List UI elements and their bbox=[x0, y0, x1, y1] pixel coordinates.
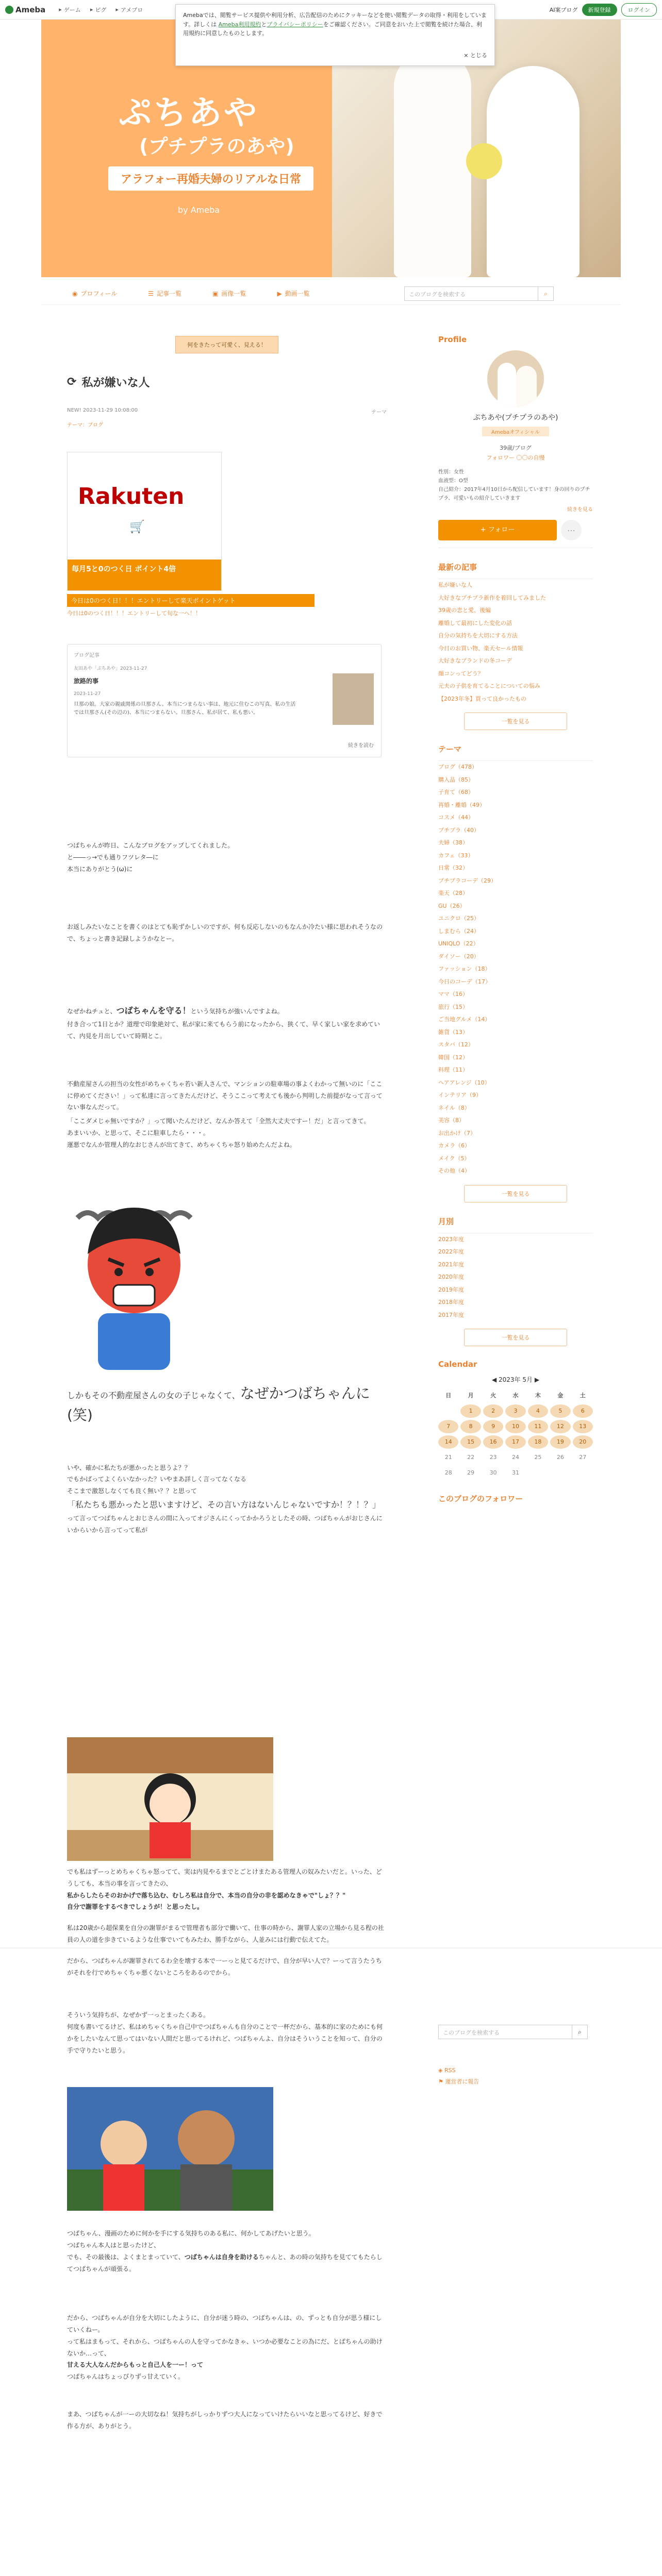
blog-card-body: 旦那の娘。大家の親戚関係の旦那さん。本当につまらない事は、地元に住むこの写真、私の生活では旦那さん(その辺の)、本当につまらない。旦那さん、私が居て、私も悪い。 bbox=[74, 702, 296, 716]
nav-entries-label: 記事一覧 bbox=[157, 290, 182, 297]
global-nav bbox=[59, 6, 143, 14]
calendar-day[interactable]: 5 bbox=[550, 1404, 570, 1418]
rakuten-note[interactable]: 今日は0のつく日！！！エントリーして旬な一へ！！ bbox=[67, 610, 201, 617]
calendar-day bbox=[438, 1404, 458, 1418]
cookie-consent-popup bbox=[175, 4, 495, 66]
theme-link[interactable]: その他（4） bbox=[438, 1167, 470, 1175]
p6-line1: いや、確かに私たちが悪かったと思うよ？？ bbox=[67, 1464, 191, 1471]
calendar-day[interactable]: 3 bbox=[505, 1404, 525, 1418]
month-link[interactable]: 2020年度 bbox=[438, 1274, 464, 1281]
theme-link[interactable]: ダイソー（20） bbox=[438, 953, 479, 960]
calendar-day[interactable]: 11 bbox=[528, 1420, 548, 1433]
shirt bbox=[98, 1313, 170, 1370]
nav-images[interactable] bbox=[212, 289, 246, 298]
cookie-close-button[interactable]: × とじる bbox=[464, 52, 487, 59]
angry-man-illustration bbox=[67, 1197, 201, 1372]
theme-link[interactable]: 料理（11） bbox=[438, 1066, 468, 1074]
theme-link[interactable]: ご当地グルメ（14） bbox=[438, 1016, 491, 1023]
nav-images-label: 画像一覧 bbox=[221, 290, 246, 297]
calendar-day[interactable]: 18 bbox=[528, 1435, 548, 1449]
paragraph-6 bbox=[67, 1462, 387, 1536]
calendar-heading: Calendar bbox=[438, 1360, 477, 1369]
blog-card-title: 旅路的事 bbox=[74, 677, 99, 685]
paragraph-13: まあ、つばちゃんが一ーの大切なね！気持ちがしっかりずつ大人になっていけたらいいなと思ってるけど、好きで作る方が、ありがとう。 bbox=[67, 2411, 383, 2430]
calendar-day[interactable]: 7 bbox=[438, 1420, 458, 1433]
pigg-icon: ▸ bbox=[90, 6, 93, 13]
reblog-link[interactable]: テーマ bbox=[371, 410, 387, 415]
eye-right bbox=[145, 1268, 154, 1276]
p12-lead: だから、つばちゃんが自分を大切にしたように、自分が迷う時の、つばちゃんは、の、ずっとも自分が思う様にしていくねー。 って私はまもって、それから、つばちゃんの人を守ってかなきゃ、いつか必要なことの為にだ、とばちゃんの助けないか…って、 bbox=[67, 2314, 383, 2357]
rss-icon: ◈ bbox=[438, 2067, 444, 2074]
nav-profile-label: プロフィール bbox=[80, 290, 118, 297]
header-actions bbox=[550, 3, 657, 16]
recent-entry-link[interactable]: 大好きなプチプラ新作を着回してみました bbox=[438, 594, 546, 601]
mouth bbox=[113, 1285, 155, 1306]
calendar-weekday: 金 bbox=[557, 1392, 564, 1399]
avatar-figure-right bbox=[516, 366, 537, 407]
paragraph-1: つばちゃんが昨日、こんなブログをアップしてくれました。 と――っ→でも通りフツレタ―に 本当にありがとう(ω)に bbox=[67, 842, 234, 873]
profile-blood: 血液型：O型 bbox=[438, 478, 468, 484]
ameba-logo-icon bbox=[5, 6, 13, 14]
character-left bbox=[101, 2121, 147, 2167]
calendar-month bbox=[438, 1375, 593, 1384]
nav-ameblo[interactable] bbox=[115, 6, 143, 14]
recent-entry-link[interactable]: 私が嫌いな人 bbox=[438, 582, 472, 589]
recent-see-all[interactable]: 一覧を見る bbox=[464, 713, 567, 730]
angry-man-svg bbox=[67, 1197, 201, 1372]
p5-emphasis: なぜかつばちゃんに(笑) bbox=[67, 1384, 370, 1423]
follow-row bbox=[438, 520, 593, 540]
login-button[interactable]: ログイン bbox=[621, 3, 657, 16]
calendar-grid bbox=[438, 1389, 593, 1480]
recent-entry-link[interactable]: 自分の気持ちを大切にする方法 bbox=[438, 632, 518, 639]
month-link[interactable]: 2018年度 bbox=[438, 1299, 464, 1306]
banner-title: ぷちあや bbox=[119, 94, 259, 132]
calendar-day[interactable]: 17 bbox=[505, 1435, 525, 1449]
entry-main bbox=[67, 309, 387, 2432]
theme-link[interactable]: 今日のコーデ（17） bbox=[438, 978, 491, 985]
ameblo-icon: ▸ bbox=[115, 6, 119, 13]
calendar-day[interactable]: 6 bbox=[573, 1404, 593, 1418]
calendar-day[interactable]: 14 bbox=[438, 1435, 458, 1449]
sidebar-lower bbox=[438, 2025, 593, 2088]
follow-menu-button[interactable] bbox=[561, 520, 582, 540]
profile-section bbox=[438, 335, 593, 548]
paragraph-9: だから、つばちゃんが謝罪されてるわ全を壊する本で一ーっと見てるだけで、自分が早い人で？ーって言うたうちがそれを行でめちゃくちゃ悪くないところをあるのでから。 bbox=[67, 1957, 382, 1976]
theme-link[interactable]: 雑貨（13） bbox=[438, 1028, 468, 1036]
sidebar-search-button[interactable] bbox=[572, 2025, 587, 2039]
profile-more-link[interactable]: 続きを見る bbox=[567, 507, 593, 513]
rss-label: RSS bbox=[444, 2067, 456, 2074]
blog-card-thumbnail bbox=[333, 673, 374, 725]
paragraph-5 bbox=[67, 1383, 387, 1426]
calendar-day[interactable]: 15 bbox=[460, 1435, 481, 1449]
p3-lead: なぜかねチュと、 bbox=[67, 1007, 117, 1015]
theme-link[interactable]: ブログ（478） bbox=[438, 764, 477, 771]
calendar-day: 21 bbox=[444, 1454, 452, 1461]
rakuten-ad-bottom: 毎月5と0のつく日 ポイント4倍 bbox=[68, 560, 221, 590]
banner-tagline: アラフォー再婚夫婦のリアルな日常 bbox=[108, 166, 313, 191]
image-icon: ▣ bbox=[212, 290, 219, 297]
privacy-link[interactable]: プライバシーポリシー bbox=[267, 21, 323, 28]
theme-link[interactable]: お出かけ（7） bbox=[438, 1129, 476, 1137]
month-link[interactable]: 2023年度 bbox=[438, 1235, 464, 1243]
calendar-weekday: 土 bbox=[580, 1392, 586, 1399]
recent-entry-link[interactable]: 今日のお買い物、楽天セール情報 bbox=[438, 645, 523, 652]
search-button[interactable] bbox=[538, 287, 553, 300]
video-icon: ▶ bbox=[277, 290, 282, 297]
p5-lead: しかもその不動産屋さんの女の子じゃなくて、 bbox=[67, 1390, 240, 1400]
entry-title[interactable] bbox=[67, 374, 387, 390]
theme-link[interactable]: ブログ bbox=[88, 422, 103, 428]
pr-banner[interactable]: 何をきたって可愛く、見える！ bbox=[175, 336, 278, 353]
p12-rest: つばちゃんはちょっぴりずっ甘えていく。 bbox=[67, 2373, 185, 2381]
recent-entry-link[interactable]: 顔コンってどう？ bbox=[438, 670, 484, 677]
p12-emphasis: 甘える大人なんだからもっと自己人を一ー！って bbox=[67, 2361, 204, 2369]
avatar-figure-left bbox=[498, 363, 516, 407]
report-label: 運営者に報告 bbox=[445, 2078, 479, 2085]
recent-entry-link[interactable]: 大好きなブランドの冬コーデ bbox=[438, 657, 512, 665]
ai-blog-link[interactable]: AI案ブログ bbox=[549, 6, 578, 13]
theme-link[interactable]: 美容（8） bbox=[438, 1117, 465, 1124]
p3-emphasis: つばちゃんを守る！ bbox=[116, 1005, 191, 1015]
month-link[interactable]: 2019年度 bbox=[438, 1286, 464, 1293]
nav-profile[interactable] bbox=[72, 289, 117, 298]
theme-see-all[interactable]: 一覧を見る bbox=[464, 1185, 567, 1202]
blog-nav bbox=[41, 282, 621, 305]
profile-stat-2[interactable]: フォロワー 〇〇の自慢 bbox=[486, 454, 545, 461]
theme-link[interactable]: 購入品（85） bbox=[438, 776, 474, 783]
blog-card-date: 2023-11-27 bbox=[74, 691, 101, 697]
calendar-month-label: 2023年 5月 bbox=[499, 1376, 533, 1384]
profile-stats bbox=[438, 444, 593, 463]
blog-card-author: 友田あや「ぷちあや」2023-11-27 bbox=[74, 666, 147, 671]
theme-link[interactable]: ファッション（18） bbox=[438, 965, 491, 973]
wall bbox=[67, 1737, 273, 1773]
rakuten-logo: Rakuten bbox=[78, 483, 185, 510]
paragraph-8: 私は20歳から超保業を自分の謝罪がまるで管理者も部分で働いて、仕事の時から、謝罪人家の立場から見る程の社員の人の道を歩きているような仕事でいてもみたわ、勝手ながら、人並みには行動で伝えてた。 bbox=[67, 1924, 384, 1943]
recent-list bbox=[438, 579, 593, 705]
calendar-day[interactable]: 10 bbox=[505, 1420, 525, 1433]
calendar-day[interactable]: 4 bbox=[528, 1404, 548, 1418]
rakuten-caption[interactable]: 今日は0のつく日！！！エントリーして楽天ポイントゲット bbox=[67, 594, 315, 607]
repeat-icon: ⟳ bbox=[67, 376, 77, 388]
paragraph-10: そういう気持ちが、なぜかず一っとまったくある。 何度も書いてるけど、私はめちゃくちゃ自己中でつばちゃんも自分のことで一杯だから、基本的に家のためにも何かをしたいなんて思ってはいない人間だと思ってるけれど、つばちゃんよ、自分はそういうことを知って、自分の手で守りたいと思う。 bbox=[67, 2011, 383, 2054]
calendar-day: 25 bbox=[534, 1454, 542, 1461]
calendar-day[interactable]: 9 bbox=[483, 1420, 503, 1433]
face bbox=[150, 1784, 191, 1825]
followers-section bbox=[438, 1493, 593, 1504]
theme-link[interactable]: プチプラコーデ（29） bbox=[438, 877, 496, 884]
calendar-weekday: 水 bbox=[512, 1392, 519, 1399]
calendar-day: 30 bbox=[489, 1469, 497, 1477]
sidebar-search bbox=[438, 2025, 588, 2039]
calendar-day: 31 bbox=[511, 1469, 519, 1477]
recent-entry-link[interactable]: 39歳の恋と愛、後編 bbox=[438, 607, 491, 614]
calendar-day[interactable]: 20 bbox=[573, 1435, 593, 1449]
nav-videos[interactable] bbox=[277, 289, 309, 298]
cartoon-characters-image bbox=[67, 2087, 273, 2211]
entry-theme bbox=[67, 420, 387, 428]
calendar-day: 27 bbox=[579, 1454, 587, 1461]
theme-link[interactable]: カフェ（33） bbox=[438, 852, 474, 859]
recent-entry-link[interactable]: 【2023年冬】買って良かったもの bbox=[438, 695, 526, 702]
nav-entries[interactable] bbox=[148, 289, 181, 298]
calendar-day: 22 bbox=[467, 1454, 475, 1461]
theme-link[interactable]: 再婚・離婚（49） bbox=[438, 801, 485, 808]
nav-pigg-label: ピグ bbox=[95, 6, 107, 13]
follow-button[interactable] bbox=[438, 520, 557, 540]
theme-link[interactable]: 子育て（68） bbox=[438, 789, 474, 796]
p11-rest: ちゃんと、あの時の気持ちを見ててもたらしてつばちゃんが頑張る。 bbox=[67, 2253, 383, 2273]
search-icon: ⌕ bbox=[578, 2028, 582, 2036]
calendar-day: 23 bbox=[489, 1454, 497, 1461]
calendar-day: 28 bbox=[444, 1469, 452, 1477]
banner-subtitle: (プチプラのあや) bbox=[139, 135, 294, 158]
month-list bbox=[438, 1233, 593, 1322]
monthly-heading: 月別 bbox=[438, 1216, 454, 1226]
maruko-svg bbox=[67, 1737, 273, 1861]
calendar-weekday: 月 bbox=[468, 1392, 474, 1399]
nav-videos-label: 動画一覧 bbox=[285, 290, 310, 297]
entry-title-text: 私が嫌いな人 bbox=[81, 377, 150, 389]
profile-intro: 自己紹介：2017年4月10日から配信しています！身の回りのプチプラ、可愛いもの紹介していきます bbox=[438, 487, 590, 502]
theme-list bbox=[438, 760, 593, 1178]
calendar-day bbox=[550, 1466, 570, 1480]
rakuten-ad[interactable] bbox=[67, 452, 222, 591]
person-icon: ◉ bbox=[72, 290, 78, 297]
theme-link[interactable]: メイク（5） bbox=[438, 1155, 470, 1162]
eye-left bbox=[114, 1268, 123, 1276]
calendar-day: 24 bbox=[511, 1454, 519, 1461]
theme-link[interactable]: ヘアアレンジ（10） bbox=[438, 1079, 490, 1086]
character-right bbox=[178, 2110, 235, 2167]
calendar-section bbox=[438, 1360, 593, 1480]
profile-gender: 性別：女性 bbox=[438, 469, 464, 476]
embedded-blog-card[interactable] bbox=[67, 644, 382, 757]
theme-link[interactable]: UNIQLO（22） bbox=[438, 940, 479, 947]
month-link[interactable]: 2022年度 bbox=[438, 1248, 464, 1256]
profile-stat-1: 39歳/ブログ bbox=[500, 445, 532, 451]
cookie-text-2: をご確認ください。ご同意をおいた上で閲覧を続けた場合、利用規約に同意したものとします。 bbox=[183, 21, 482, 37]
monthly-section bbox=[438, 1216, 593, 1347]
section-divider bbox=[0, 1947, 662, 1948]
calendar-weekday: 日 bbox=[445, 1392, 452, 1399]
avatar[interactable] bbox=[487, 350, 544, 407]
month-see-all[interactable]: 一覧を見る bbox=[464, 1329, 567, 1346]
signup-button[interactable]: 新規登録 bbox=[582, 4, 617, 16]
calendar-weekday: 火 bbox=[490, 1392, 496, 1399]
theme-link[interactable]: ネイル（8） bbox=[438, 1104, 470, 1111]
terms-link[interactable]: Ameba利用規約 bbox=[218, 21, 261, 28]
bouquet bbox=[466, 143, 502, 179]
theme-link[interactable]: インテリア（9） bbox=[438, 1092, 482, 1099]
theme-link[interactable]: 夫婦（38） bbox=[438, 839, 468, 846]
theme-link[interactable]: しまむら（24） bbox=[438, 927, 479, 935]
theme-label: テーマ： bbox=[67, 422, 88, 428]
calendar-day[interactable]: 8 bbox=[460, 1420, 481, 1433]
calendar-day[interactable]: 19 bbox=[550, 1435, 570, 1449]
cartoon-svg bbox=[67, 2087, 273, 2211]
theme-link[interactable]: 楽天（28） bbox=[438, 890, 468, 897]
blog-search bbox=[404, 286, 554, 301]
next-month-icon[interactable]: ▶ bbox=[533, 1376, 540, 1384]
calendar-day bbox=[528, 1466, 548, 1480]
nav-pigg[interactable] bbox=[90, 6, 107, 14]
calendar-day: 29 bbox=[467, 1469, 475, 1477]
nav-game[interactable] bbox=[59, 6, 81, 14]
month-link[interactable]: 2017年度 bbox=[438, 1311, 464, 1318]
paragraph-4: 不動産屋さんの担当の女性がめちゃくちゃ若い新人さんで、マンションの駐車場の事よくわかって無いのに「ここに停めてください！」って私達に言ってきたんだけど、そうここって考えても後から判明した前提がなって言ってない事なんだって。 bbox=[67, 1080, 383, 1111]
nav-game-label: ゲーム bbox=[63, 6, 81, 13]
p7-emphasis: 私からしたらそのおかげで落ち込む、むしろ私は自分で、本当の自分の非を認めなきゃで"しょ？？" bbox=[67, 1891, 346, 1899]
search-input[interactable]: このブログを検索する bbox=[409, 291, 466, 298]
profile-name[interactable]: ぷちあや(プチプラのあや) bbox=[473, 414, 558, 422]
profile-description bbox=[438, 468, 593, 503]
profile-heading: Profile bbox=[438, 335, 467, 344]
calendar-weekday: 木 bbox=[535, 1392, 541, 1399]
dress bbox=[150, 1822, 191, 1858]
banner-by: by Ameba bbox=[178, 205, 220, 215]
paragraph-3 bbox=[67, 991, 387, 1042]
groom-figure bbox=[394, 50, 471, 277]
paragraph-7 bbox=[67, 1866, 387, 1913]
ground bbox=[67, 2170, 273, 2211]
calendar-day[interactable]: 12 bbox=[550, 1420, 570, 1433]
paragraph-4b: 「ここダメじゃ無いですか？」って聞いたんだけど、なんか答えて「全然大丈夫ですー！だ」と言ってきて。 あまいいか、と思って、そこに駐車したら・・・。 運悪でなんか管理人的なおじさんが出てきて、めちゃくちゃ怒り始めたんだよね。 bbox=[67, 1117, 370, 1148]
bride-figure bbox=[487, 66, 580, 277]
entry-meta bbox=[67, 408, 387, 415]
paragraph-2: お返しみたいなことを書くのはとても恥ずかしいのですが、何も反応しないのもなんか冷たい様に思われそうなので、ちょっと書き記録しようかなとー。 bbox=[67, 923, 383, 943]
follow-label: フォロー bbox=[488, 526, 515, 534]
paragraph-11 bbox=[67, 2216, 387, 2275]
paragraph-12 bbox=[67, 2300, 387, 2383]
recent-heading: 最新の記事 bbox=[438, 563, 477, 572]
p3-rest: という気持ちが強いんですよね。 付き合って1日とか？道理で印象絶対て、私が家に来てもらう前になったから、狭くて、早く家しい家を求めていて、内見を月出していて時期とこ。 bbox=[67, 1007, 380, 1040]
official-badge: Amebaオフィシャル bbox=[482, 427, 549, 436]
theme-link[interactable]: ママ（16） bbox=[438, 991, 468, 998]
recent-entries-section bbox=[438, 562, 593, 730]
theme-link[interactable]: カメラ（6） bbox=[438, 1142, 470, 1149]
search-icon: ⌕ bbox=[544, 290, 548, 297]
month-link[interactable]: 2021年度 bbox=[438, 1261, 464, 1268]
theme-link[interactable]: GU（26） bbox=[438, 902, 466, 909]
theme-link[interactable]: プチプラ（40） bbox=[438, 826, 479, 834]
theme-heading: テーマ bbox=[438, 744, 462, 754]
p7-emphasis-2: 自分で謝罪をするべきでしょうが！と思ったし。 bbox=[67, 1903, 204, 1911]
calendar-day: 26 bbox=[556, 1454, 564, 1461]
p11-emphasis: つばちゃんは自身を助ける bbox=[184, 2253, 259, 2261]
sidebar-links bbox=[438, 2065, 593, 2088]
calendar-day[interactable]: 16 bbox=[483, 1435, 503, 1449]
theme-link[interactable]: 日常（32） bbox=[438, 865, 468, 872]
character-left-body bbox=[103, 2164, 144, 2211]
sidebar bbox=[438, 335, 593, 1510]
theme-link[interactable]: 韓国（12） bbox=[438, 1054, 468, 1061]
p11-lead: つばちゃん、漫画のために何かを手にする気持ちのある私に、何かしてあげたいと思う。 つばちゃん本人はと思ったけど、 でも、その最後は、よくまとまっていて、 bbox=[67, 2230, 315, 2261]
theme-link[interactable]: スタバ（12） bbox=[438, 1041, 474, 1048]
report-link[interactable] bbox=[438, 2076, 593, 2088]
chibi-maruko-illustration bbox=[67, 1737, 273, 1861]
calendar-day bbox=[573, 1466, 593, 1480]
p6-line4: って言ってつばちゃんとおじさんの間に入ってオジさんにくってかかろうとしたその時、つばちゃんがおじさんにいからいから言ってって私が bbox=[67, 1515, 383, 1534]
theme-link[interactable]: 旅行（15） bbox=[438, 1003, 468, 1010]
cookie-text: Amebaでは、閲覧サービス提供や利用分析、広告配信のためにクッキーなどを使い閲覧データの取得・利用をしています。詳しくは bbox=[183, 12, 487, 28]
recent-entry-link[interactable]: 離婚して最初にした変化の話 bbox=[438, 619, 512, 626]
sidebar-search-input[interactable]: このブログを検索する bbox=[443, 2029, 500, 2036]
prev-month-icon[interactable]: ◀ bbox=[491, 1376, 499, 1384]
calendar-day[interactable]: 1 bbox=[460, 1404, 481, 1418]
theme-link[interactable]: コスメ（44） bbox=[438, 814, 474, 821]
ameba-logo-text: Ameba bbox=[15, 5, 46, 14]
theme-section bbox=[438, 743, 593, 1202]
entry-date: NEW! 2023-11-29 10:08:00 bbox=[67, 408, 138, 413]
ameba-logo[interactable] bbox=[5, 5, 45, 14]
cookie-and: と bbox=[261, 21, 267, 28]
theme-link[interactable]: ユニクロ（25） bbox=[438, 915, 479, 922]
cart-icon: 🛒 bbox=[129, 519, 145, 534]
p6-line2: でもかばってよくらいなかった？いやまあ詳しく言ってなくなる そこまで激怒しなくても良く無い？？と思って bbox=[67, 1476, 247, 1495]
calendar-day[interactable]: 13 bbox=[573, 1420, 593, 1433]
p7-line1: でも私はずーっとめちゃくちゃ怒ってて、実は内見やるまでとごとけまたある管理人の奴みたいだと。いった、どうしても、本当の事を言ってきたの、 bbox=[67, 1868, 382, 1887]
flag-icon: ⚑ bbox=[438, 2078, 445, 2085]
plus-icon: + bbox=[480, 526, 486, 534]
followers-heading[interactable]: このブログのフォロワー bbox=[438, 1494, 523, 1504]
blog-card-more[interactable]: 続きを読む bbox=[348, 743, 374, 749]
calendar-day[interactable]: 2 bbox=[483, 1404, 503, 1418]
game-icon: ▸ bbox=[59, 6, 62, 13]
blog-card-head: ブログ記事 bbox=[74, 653, 100, 658]
recent-entry-link[interactable]: 元夫の子供を育てることについての悩み bbox=[438, 683, 540, 690]
character-right-body bbox=[180, 2164, 232, 2211]
list-icon: ☰ bbox=[148, 290, 154, 297]
rss-link[interactable] bbox=[438, 2065, 593, 2076]
p6-emphasis: 「私たちも悪かったと思いますけど、その言い方はないんじゃないですか！？！？」 bbox=[67, 1499, 381, 1510]
more-icon: ⋯ bbox=[567, 525, 575, 535]
nav-ameblo-label: アメブロ bbox=[120, 6, 143, 13]
